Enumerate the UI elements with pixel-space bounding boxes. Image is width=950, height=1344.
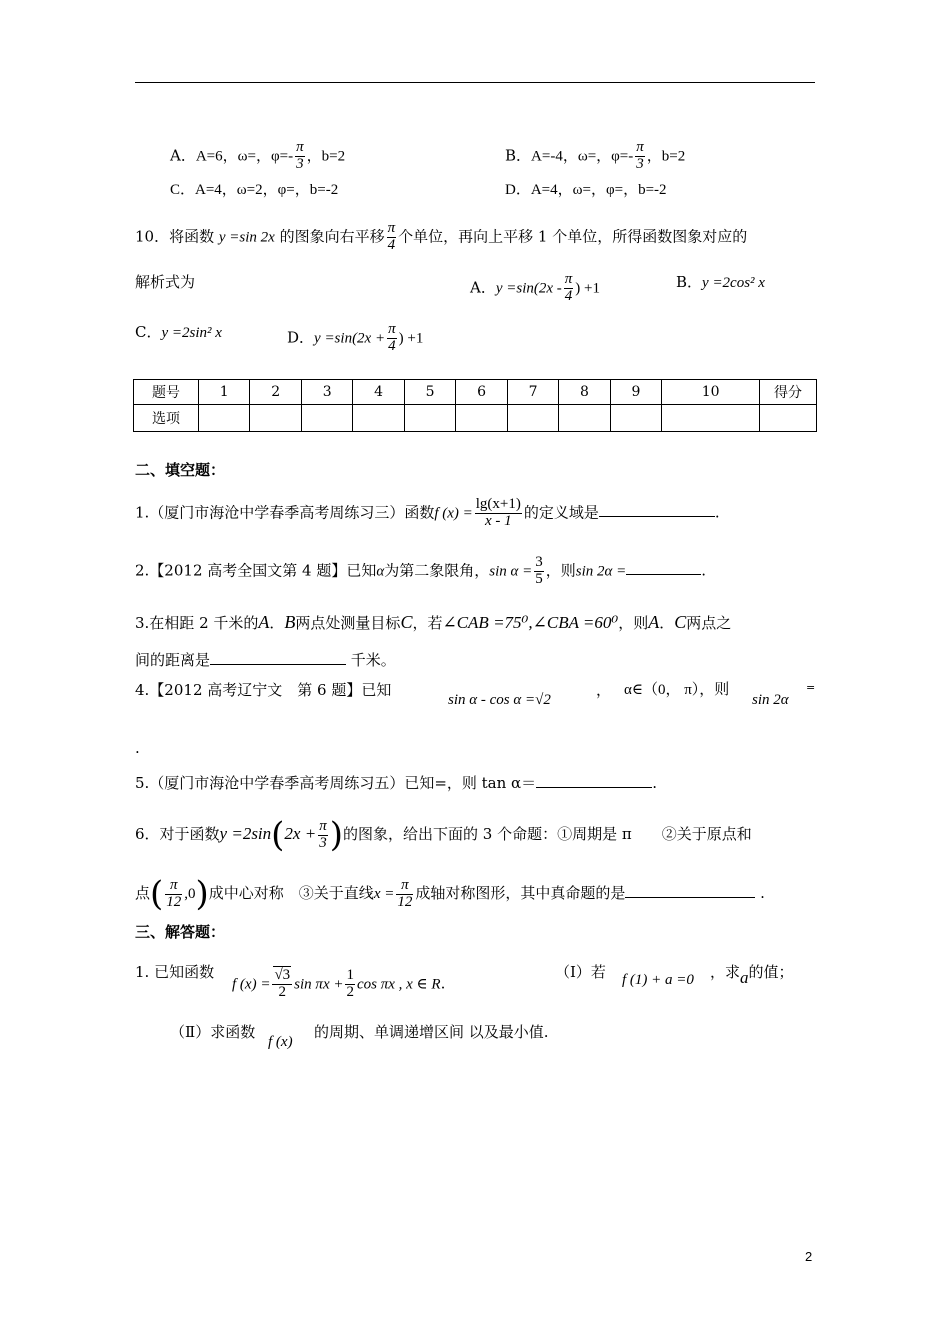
answer-blank[interactable] <box>536 773 652 788</box>
answer-cell[interactable] <box>760 405 817 432</box>
fill-question-4-eqsign: = <box>806 681 816 694</box>
answer-cell[interactable] <box>559 405 610 432</box>
q10-option-a: A．y =sin(2x - $\frac{\pi}{4}$ ) +1 <box>470 271 601 304</box>
solve-question-1-formula: f (x) = $\frac{√3}{2}$ sin πx + $\frac{1}{2}$ cos πx , x ∈ R. <box>232 967 446 1000</box>
answer-cell[interactable] <box>610 405 661 432</box>
answer-cell[interactable] <box>456 405 507 432</box>
answer-cell[interactable] <box>404 405 455 432</box>
q9-option-a: A．A=6，ω=，φ=- $\frac{\pi}{3}$ ，b=2 <box>170 139 346 172</box>
q10-option-b: B．y =2cos² x <box>676 273 765 291</box>
solve-question-1-cond: f (1) + a =0 <box>622 972 694 988</box>
solve-question-1-part1: （Ⅰ）若 <box>555 963 606 981</box>
header-rule <box>135 82 815 83</box>
q10-option-d: D．y =sin(2x + $\frac{\pi}{4}$ ) +1 <box>287 321 424 354</box>
solve-question-1-part2-tail: 的周期、单调递增区间 以及最小值. <box>314 1023 549 1041</box>
table-cell: 5 <box>404 380 455 405</box>
fill-question-4-eq: sin α - cos α =√2 <box>448 692 551 708</box>
answer-blank[interactable] <box>599 502 715 517</box>
answer-blank[interactable] <box>210 650 346 665</box>
table-cell: 1 <box>199 380 250 405</box>
table-cell: 9 <box>610 380 661 405</box>
solve-question-1-fx: f (x) <box>268 1034 293 1050</box>
fill-question-4-dot: . <box>135 739 140 757</box>
answer-cell[interactable] <box>353 405 404 432</box>
answer-cell[interactable] <box>301 405 352 432</box>
fill-question-3-line2: 间的距离是 千米。 <box>135 651 396 669</box>
section-2-title: 二、填空题： <box>135 461 226 479</box>
page-number: 2 <box>805 1249 813 1264</box>
q9-option-d: D．A=4，ω=，φ=，b=-2 <box>505 182 667 198</box>
table-cell: 6 <box>456 380 507 405</box>
q9-option-b: B．A=-4，ω=，φ=- $\frac{\pi}{3}$ ，b=2 <box>505 139 686 172</box>
fill-question-1: 1.（厦门市海沧中学春季高考周练习三）函数f (x) = $\frac{\lg(x+1)}{x - 1}$ 的定义域是 . <box>135 496 720 529</box>
fill-question-4: 4.【2012 高考辽宁文 第 6 题】已知 <box>135 681 392 699</box>
answer-table-header-row <box>134 380 817 405</box>
table-cell: 4 <box>353 380 404 405</box>
answer-cell[interactable] <box>507 405 558 432</box>
section-3-title: 三、解答题： <box>135 923 226 941</box>
table-cell: 2 <box>250 380 301 405</box>
fill-question-6-line2: 点( $\frac{\pi}{12}$ ,0)成中心对称 ③关于直线x = $\frac{\pi}{12}$ 成轴对称图形，其中真命题的是 . <box>135 874 765 914</box>
fill-question-4-range: α∈（0， π），则 <box>624 682 730 698</box>
answer-cell[interactable] <box>250 405 301 432</box>
solve-question-1-part2: （Ⅱ）求函数 <box>170 1023 256 1041</box>
fill-question-2: 2.【2012 高考全国文第 4 题】已知α为第二象限角，sin α = $\frac{3}{5}$ ，则sin 2α = . <box>135 554 707 587</box>
table-cell: 得分 <box>760 380 817 405</box>
answer-cell[interactable] <box>662 405 760 432</box>
answer-blank[interactable] <box>626 560 701 575</box>
table-cell: 8 <box>559 380 610 405</box>
fill-question-4-sin2: sin 2α <box>752 692 789 708</box>
answer-table <box>133 379 817 432</box>
question-10-line2: 解析式为 <box>135 273 196 291</box>
solve-question-1: 1. 已知函数 <box>135 963 215 981</box>
fill-question-4-comma: ， <box>596 681 612 699</box>
fill-question-5: 5.（厦门市海沧中学春季高考周练习五）已知=，则 tan α＝ . <box>135 774 657 792</box>
table-cell: 10 <box>662 380 760 405</box>
table-cell: 3 <box>301 380 352 405</box>
q9-option-c: C．A=4，ω=2，φ=，b=-2 <box>170 182 339 198</box>
answer-table-row <box>134 405 817 432</box>
answer-cell[interactable] <box>199 405 250 432</box>
fill-question-3: 3.在相距 2 千米的A．B两点处测量目标C，若∠CAB =75⁰,∠CBA =60⁰，则A．C两点之 <box>135 612 732 632</box>
solve-question-1-ask: ，求a的值； <box>710 963 794 987</box>
table-cell: 题号 <box>134 380 199 405</box>
table-cell: 7 <box>507 380 558 405</box>
fill-question-6: 6．对于函数y =2sin(2x + $\frac{\pi}{3}$ )的图象，给出下面的 3 个命题：①周期是 π ②关于原点和 <box>135 815 752 855</box>
q10-option-c: C．y =2sin² x <box>135 323 222 341</box>
answer-blank[interactable] <box>625 883 755 898</box>
question-10: 10．将函数 y =sin 2x 的图象向右平移 $\frac{\pi}{4}$ 个单位，再向上平移 1 个单位，所得函数图象对应的 <box>135 220 748 253</box>
table-cell: 选项 <box>134 405 199 432</box>
